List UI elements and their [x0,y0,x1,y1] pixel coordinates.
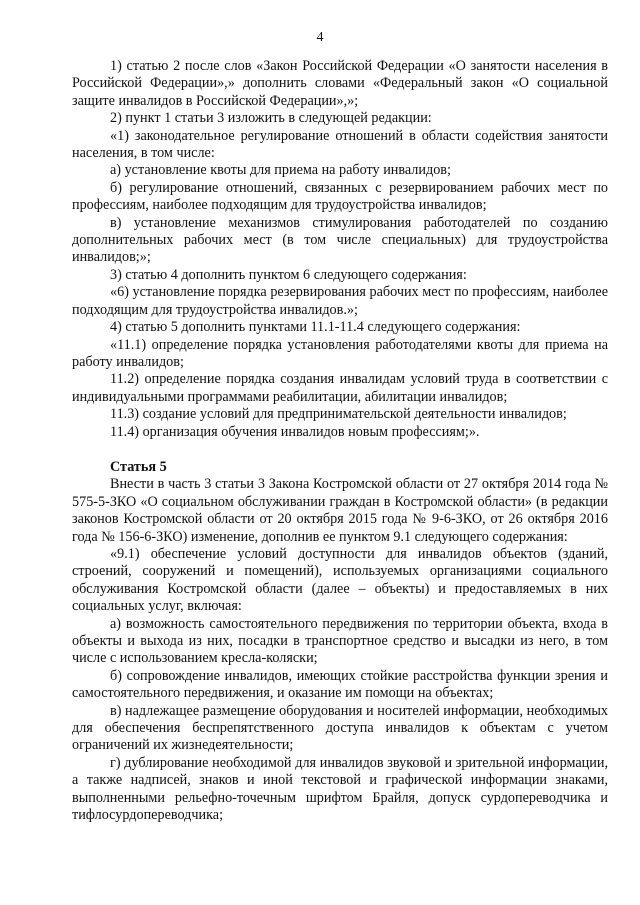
paragraph: 11.4) организация обучения инвалидов новым профессиям;». [110,423,480,440]
paragraph: а) возможность самостоятельного передвижения по территории объекта, входа в объекты и выхода из них, посадки в транспортное средство и высадки из него, в том числе с использованием кресла-коляски; [72,615,608,667]
page-number: 4 [316,30,324,45]
paragraph: 4) статью 5 дополнить пунктами 11.1-11.4 следующего содержания: [110,319,521,336]
document-body [72,58,608,824]
paragraph: г) дублирование необходимой для инвалидов звуковой и зрительной информации, а также надписей, знаков и иной текстовой и графической информации знаками, выполненными рельефно-точечным шрифтом Брайля, допуск сурдопереводчика и тифлосурдопереводчика; [72,754,608,824]
paragraph: «9.1) обеспечение условий доступности для инвалидов объектов (зданий, строений, сооружений и помещений), используемых организациями социального обслуживания Костромской области (далее – объекты) и предоставляемых в них социальных услуг, включая: [72,545,608,615]
paragraph: 2) пункт 1 статьи 3 изложить в следующей редакции: [110,110,432,127]
paragraph: а) установление квоты для приема на работу инвалидов; [110,162,451,179]
paragraph: 11.2) определение порядка создания инвалидам условий труда в соответствии с индивидуальными программами реабилитации, абилитации инвалидов; [72,371,608,405]
paragraph: 1) статью 2 после слов «Закон Российской Федерации «О занятости населения в Российской Федерации»,» дополнить словами «Федеральный закон «О социальной защите инвалидов в Российской Федерации»,»; [72,58,608,109]
article-heading: Статья 5 [110,458,167,475]
paragraph: «1) законодательное регулирование отношений в области содействия занятости населения, в том числе: [72,127,608,162]
paragraph: «11.1) определение порядка установления работодателями квоты для приема на работу инвалидов; [72,336,608,370]
paragraph: в) надлежащее размещение оборудования и носителей информации, необходимых для обеспечения беспрепятственного доступа инвалидов к объектам с учетом ограничений их жизнедеятельности; [72,702,608,754]
paragraph: 11.3) создание условий для предпринимательской деятельности инвалидов; [110,406,567,423]
paragraph: «6) установление порядка резервирования рабочих мест по профессиям, наиболее подходящим для трудоустройства инвалидов.»; [72,284,608,318]
paragraph: в) установление механизмов стимулирования работодателей по созданию дополнительных рабочих мест (в том числе специальных) для трудоустройства инвалидов;»; [72,214,608,266]
paragraph: Внести в часть 3 статьи 3 Закона Костромской области от 27 октября 2014 года № 575-5-ЗКО «О социальном обслуживании граждан в Костромской области» (в редакции законов Костромской области от 20 октября 2015 года № 9-6-ЗКО, от 26 октября 2016 года № 156-6-ЗКО) изменение, дополнив ее пунктом 9.1 следующего содержания: [72,476,608,545]
paragraph: б) регулирование отношений, связанных с резервированием рабочих мест по профессиям, наиболее подходящим для трудоустройства инвалидов; [72,179,608,214]
paragraph: б) сопровождение инвалидов, имеющих стойкие расстройства функции зрения и самостоятельного передвижения, и оказание им помощи на объектах; [72,667,608,702]
paragraph: 3) статью 4 дополнить пунктом 6 следующего содержания: [110,266,467,283]
